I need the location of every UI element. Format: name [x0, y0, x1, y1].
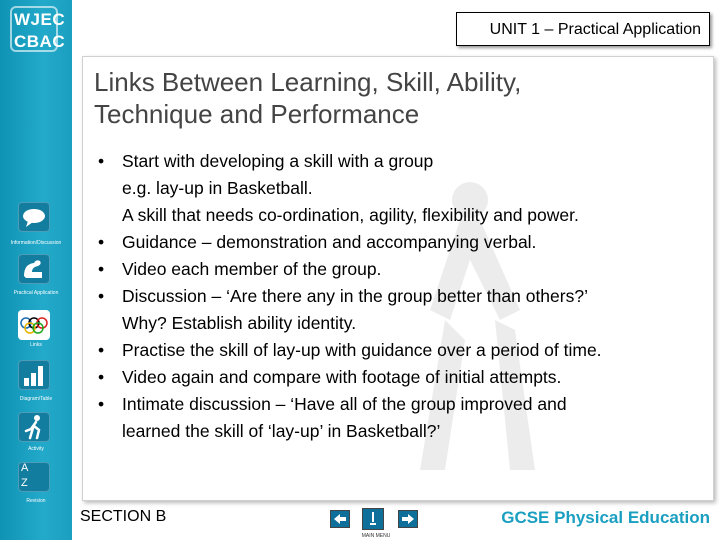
bullet-item	[98, 256, 698, 283]
bullet-line: Discussion – ‘Are there any in the group better than others?’	[122, 286, 588, 306]
brand-label: GCSE Physical Education	[501, 508, 710, 527]
az-top-letter: A	[21, 462, 29, 474]
bullet-symbol: •	[98, 259, 105, 279]
bullet-item	[98, 337, 698, 364]
bullet-line: Practise the skill of lay-up with guidance over a period of time.	[122, 340, 602, 360]
sidebar-item-label: Information/Discussion	[10, 240, 62, 246]
olympic-rings-icon	[18, 310, 50, 340]
bullet-line: Video each member of the group.	[122, 259, 382, 279]
sidebar-item-revision[interactable]	[0, 462, 72, 508]
sidebar-item-practical-application[interactable]	[0, 254, 72, 302]
bullet-symbol: •	[98, 286, 105, 306]
section-label: SECTION B	[80, 508, 167, 525]
bullet-line: Video again and compare with footage of initial attempts.	[122, 367, 562, 387]
main-menu-label: MAIN MENU	[361, 533, 391, 539]
arrow-right-icon	[399, 511, 417, 527]
az-bottom-letter: Z	[21, 477, 28, 489]
speech-bubble-icon	[18, 202, 50, 232]
bullet-item	[98, 229, 698, 256]
bullet-symbol: •	[98, 232, 105, 252]
unit-label: UNIT 1 – Practical Application	[489, 21, 701, 38]
bullet-line: Guidance – demonstration and accompanying verbal.	[122, 232, 537, 252]
bullet-line: Intimate discussion – ‘Have all of the group improved and	[122, 394, 567, 414]
sidebar-item-label: Revision	[26, 498, 46, 504]
bullet-list	[98, 148, 698, 445]
next-button[interactable]	[398, 510, 418, 528]
previous-button[interactable]	[330, 510, 350, 528]
slide-title-line1: Links Between Learning, Skill, Ability,	[94, 67, 522, 97]
a-to-z-icon	[18, 462, 50, 492]
sidebar-item-activity[interactable]	[0, 410, 72, 456]
bullet-item	[98, 364, 698, 391]
logo-line1: WJEC	[14, 10, 66, 29]
bullet-line: e.g. lay-up in Basketball.	[122, 178, 313, 198]
slide-title-line2: Technique and Performance	[94, 99, 420, 129]
flexed-arm-icon	[18, 254, 50, 284]
bullet-line: Start with developing a skill with a group	[122, 151, 434, 171]
sidebar-item-label: Activity	[28, 446, 44, 452]
bullet-line: A skill that needs co-ordination, agility, flexibility and power.	[122, 205, 579, 225]
wjec-cbac-logo	[8, 6, 64, 56]
main-menu-button[interactable]	[362, 508, 384, 530]
runner-icon	[18, 412, 50, 442]
slide-title	[94, 66, 654, 130]
sidebar-item-diagram-table[interactable]	[0, 358, 72, 404]
footer-navigation	[330, 506, 422, 538]
bullet-symbol: •	[98, 394, 105, 414]
sidebar-item-label: Links	[30, 342, 42, 348]
bullet-item	[98, 148, 698, 229]
logo-line2: CBAC	[14, 32, 66, 51]
bullet-symbol: •	[98, 151, 105, 171]
bullet-line: Why? Establish ability identity.	[122, 313, 357, 333]
sidebar-item-links[interactable]	[0, 306, 72, 352]
sidebar	[0, 0, 72, 540]
main-menu-icon	[363, 509, 383, 529]
bullet-symbol: •	[98, 367, 105, 387]
arrow-left-icon	[331, 511, 349, 527]
bullet-symbol: •	[98, 340, 105, 360]
bullet-line: learned the skill of ‘lay-up’ in Basketball?’	[122, 421, 441, 441]
bar-chart-icon	[18, 360, 50, 390]
sidebar-item-label: Diagram/Table	[19, 396, 53, 402]
sidebar-item-information-discussion[interactable]	[0, 200, 72, 250]
bullet-item	[98, 283, 698, 337]
bullet-item	[98, 391, 698, 445]
sidebar-item-label: Practical Application	[13, 290, 59, 296]
unit-header	[456, 12, 710, 46]
